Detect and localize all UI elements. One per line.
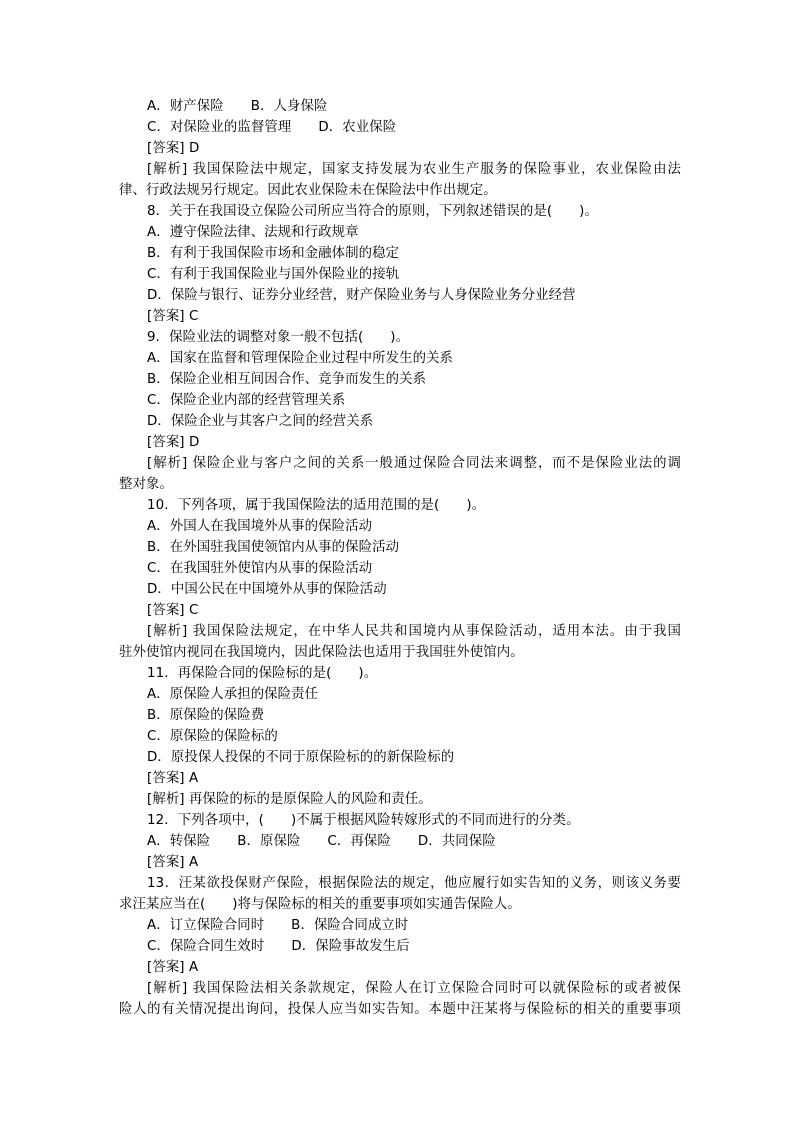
answer-line: [答案] C — [147, 309, 199, 324]
option-line: A．外国人在我国境外从事的保险活动 — [147, 519, 373, 534]
option-line: C．对保险业的监督管理 D．农业保险 — [147, 120, 397, 135]
answer-line: [答案] A — [147, 960, 199, 975]
explanation-line: [解析] 我国保险法相关条款规定，保险人在订立保险合同时可以就保险标的或者被保 — [147, 981, 681, 996]
explanation-line: 整对象。 — [119, 477, 173, 492]
question-line: 9．保险业法的调整对象一般不包括( )。 — [147, 330, 410, 345]
option-line: A．遵守保险法律、法规和行政规章 — [147, 225, 359, 240]
explanation-line: [解析] 保险企业与客户之间的关系一般通过保险合同法来调整，而不是保险业法的调 — [147, 456, 681, 471]
question-line: 求汪某应当在( )将与保险标的相关的重要事项如实通告保险人。 — [119, 897, 521, 912]
option-line: C．有利于我国保险业与国外保险业的接轨 — [147, 267, 400, 282]
question-line: 11．再保险合同的保险标的是( )。 — [147, 666, 378, 681]
option-line: B．保险企业相互间因合作、竞争而发生的关系 — [147, 372, 427, 387]
answer-line: [答案] A — [147, 855, 199, 870]
option-line: C．保险合同生效时 D．保险事故发生后 — [147, 939, 410, 954]
option-line: D．原投保人投保的不同于原保险标的的新保险标的 — [147, 750, 455, 765]
answer-line: [答案] D — [147, 435, 200, 450]
option-line: A．财产保险 B．人身保险 — [147, 99, 328, 114]
answer-line: [答案] C — [147, 603, 199, 618]
explanation-line: [解析] 我国保险法规定，在中华人民共和国境内从事保险活动，适用本法。由于我国 — [147, 624, 681, 639]
question-line: 12．下列各项中，( )不属于根据风险转嫁形式的不同而进行的分类。 — [147, 813, 580, 828]
explanation-line: [解析] 我国保险法中规定，国家支持发展为农业生产服务的保险事业，农业保险由法 — [147, 162, 681, 177]
explanation-line: 险人的有关情况提出询问，投保人应当如实告知。本题中汪某将与保险标的相关的重要事项 — [119, 1002, 681, 1017]
answer-line: [答案] D — [147, 141, 200, 156]
explanation-line: 律、行政法规另行规定。因此农业保险未在保险法中作出规定。 — [119, 183, 497, 198]
option-line: D．保险与银行、证券分业经营，财产保险业务与人身保险业务分业经营 — [147, 288, 576, 303]
option-line: C．保险企业内部的经营管理关系 — [147, 393, 346, 408]
question-line: 10．下列各项，属于我国保险法的适用范围的是( )。 — [147, 498, 486, 513]
option-line: C．原保险的保险标的 — [147, 729, 278, 744]
option-line: A．转保险 B．原保险 C．再保险 D．共同保险 — [147, 834, 496, 849]
question-line: 13．汪某欲投保财产保险，根据保险法的规定，他应履行如实告知的义务，则该义务要 — [147, 876, 681, 891]
option-line: A．国家在监督和管理保险企业过程中所发生的关系 — [147, 351, 454, 366]
option-line: B．在外国驻我国使领馆内从事的保险活动 — [147, 540, 400, 555]
option-line: B．原保险的保险费 — [147, 708, 265, 723]
answer-line: [答案] A — [147, 771, 199, 786]
option-line: D．保险企业与其客户之间的经营关系 — [147, 414, 374, 429]
option-line: C．在我国驻外使馆内从事的保险活动 — [147, 561, 373, 576]
explanation-line: [解析] 再保险的标的是原保险人的风险和责任。 — [147, 792, 432, 807]
option-line: A．订立保险合同时 B．保险合同成立时 — [147, 918, 409, 933]
option-line: D．中国公民在中国境外从事的保险活动 — [147, 582, 387, 597]
option-line: A．原保险人承担的保险责任 — [147, 687, 319, 702]
question-line: 8．关于在我国设立保险公司所应当符合的原则，下列叙述错误的是( )。 — [147, 204, 598, 219]
explanation-line: 驻外使馆内视同在我国境内，因此保险法也适用于我国驻外使馆内。 — [119, 645, 524, 660]
option-line: B．有利于我国保险市场和金融体制的稳定 — [147, 246, 400, 261]
